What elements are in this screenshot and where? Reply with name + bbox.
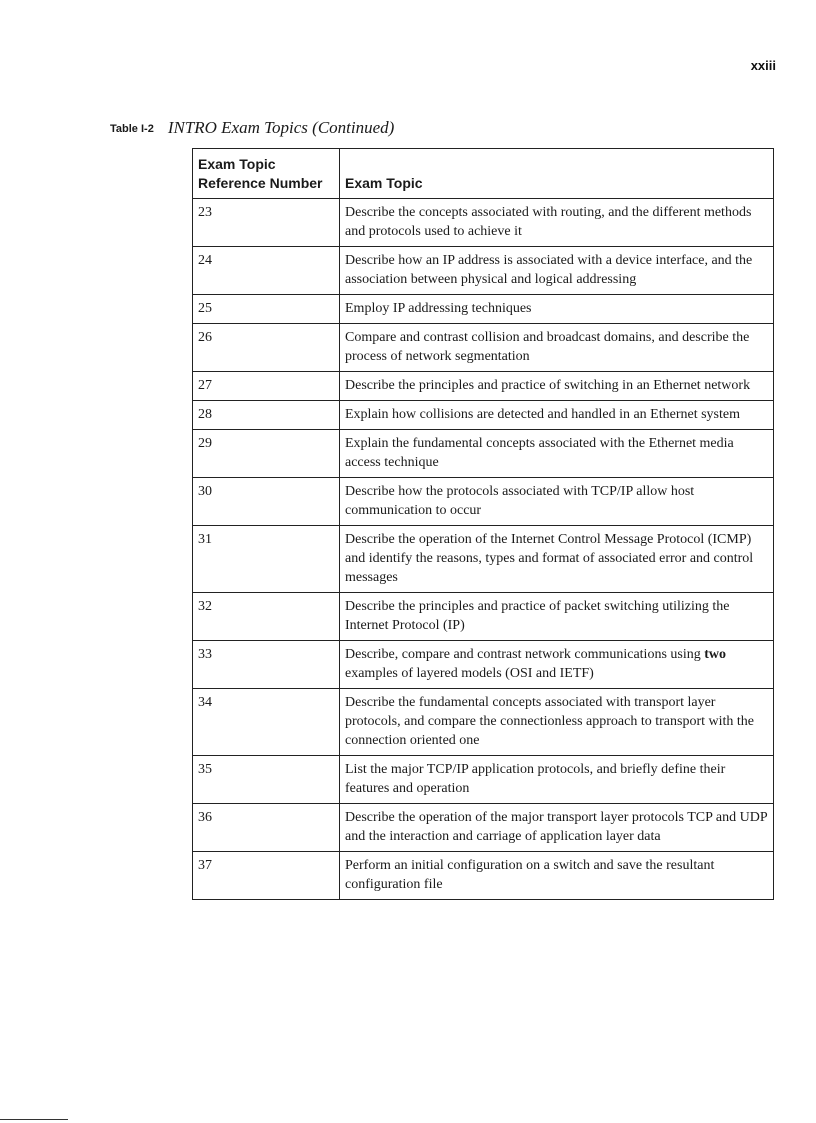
- table-row: [193, 430, 774, 478]
- header-reference-number: [193, 149, 340, 199]
- reference-number-cell: 32: [193, 593, 340, 641]
- table-header-row: [193, 149, 774, 199]
- table-label: Table I-2: [110, 123, 154, 135]
- reference-number-cell: 27: [193, 372, 340, 401]
- table-row: [193, 689, 774, 756]
- exam-topic-cell: Describe the operation of the major transport layer protocols TCP and UDP and the interaction and carriage of application layer data: [340, 804, 774, 852]
- reference-number-cell: 29: [193, 430, 340, 478]
- header-reference-line1: Exam Topic: [198, 156, 276, 172]
- table-row: [193, 593, 774, 641]
- topic-text-after: examples of layered models (OSI and IETF): [345, 666, 594, 681]
- exam-topic-cell: Explain how collisions are detected and handled in an Ethernet system: [340, 401, 774, 430]
- topic-text-bold: two: [704, 647, 727, 662]
- table-row: [193, 372, 774, 401]
- exam-topic-cell: Explain the fundamental concepts associated with the Ethernet media access technique: [340, 430, 774, 478]
- footer-rule: [0, 1119, 68, 1120]
- reference-number-cell: 23: [193, 199, 340, 247]
- reference-number-cell: 36: [193, 804, 340, 852]
- reference-number-cell: 33: [193, 641, 340, 689]
- table-row: [193, 401, 774, 430]
- table-row: [193, 295, 774, 324]
- table-row: [193, 199, 774, 247]
- reference-number-cell: 35: [193, 756, 340, 804]
- header-exam-topic: Exam Topic: [340, 149, 774, 199]
- table-row: [193, 756, 774, 804]
- exam-topic-cell: Employ IP addressing techniques: [340, 295, 774, 324]
- exam-topics-table: [192, 148, 774, 900]
- exam-topic-cell: Describe the principles and practice of switching in an Ethernet network: [340, 372, 774, 401]
- reference-number-cell: 24: [193, 247, 340, 295]
- exam-topic-cell: [340, 641, 774, 689]
- reference-number-cell: 26: [193, 324, 340, 372]
- exam-topic-cell: Perform an initial configuration on a switch and save the resultant configuration file: [340, 852, 774, 900]
- table-row: [193, 641, 774, 689]
- exam-topic-cell: Describe the principles and practice of packet switching utilizing the Internet Protocol (IP): [340, 593, 774, 641]
- reference-number-cell: 30: [193, 478, 340, 526]
- table-row: [193, 324, 774, 372]
- header-reference-line2: Reference Number: [198, 175, 323, 191]
- topic-text-before: Describe, compare and contrast network communications using: [345, 647, 705, 662]
- exam-topic-cell: Compare and contrast collision and broadcast domains, and describe the process of network segmentation: [340, 324, 774, 372]
- reference-number-cell: 37: [193, 852, 340, 900]
- table-row: [193, 526, 774, 593]
- table-row: [193, 804, 774, 852]
- exam-topic-cell: Describe the concepts associated with routing, and the different methods and protocols used to achieve it: [340, 199, 774, 247]
- table-row: [193, 247, 774, 295]
- page-number: xxiii: [750, 58, 776, 73]
- exam-topic-cell: Describe the operation of the Internet Control Message Protocol (ICMP) and identify the reasons, types and format of associated error and control messages: [340, 526, 774, 593]
- reference-number-cell: 31: [193, 526, 340, 593]
- table-row: [193, 478, 774, 526]
- exam-topic-cell: List the major TCP/IP application protocols, and briefly define their features and operation: [340, 756, 774, 804]
- reference-number-cell: 28: [193, 401, 340, 430]
- exam-topic-cell: Describe how the protocols associated with TCP/IP allow host communication to occur: [340, 478, 774, 526]
- table-caption: [110, 118, 394, 138]
- table-title: INTRO Exam Topics (Continued): [167, 118, 395, 137]
- reference-number-cell: 25: [193, 295, 340, 324]
- reference-number-cell: 34: [193, 689, 340, 756]
- exam-topic-cell: Describe the fundamental concepts associated with transport layer protocols, and compare the connectionless approach to transport with the connection oriented one: [340, 689, 774, 756]
- exam-topic-cell: Describe how an IP address is associated with a device interface, and the association between physical and logical addressing: [340, 247, 774, 295]
- table-row: [193, 852, 774, 900]
